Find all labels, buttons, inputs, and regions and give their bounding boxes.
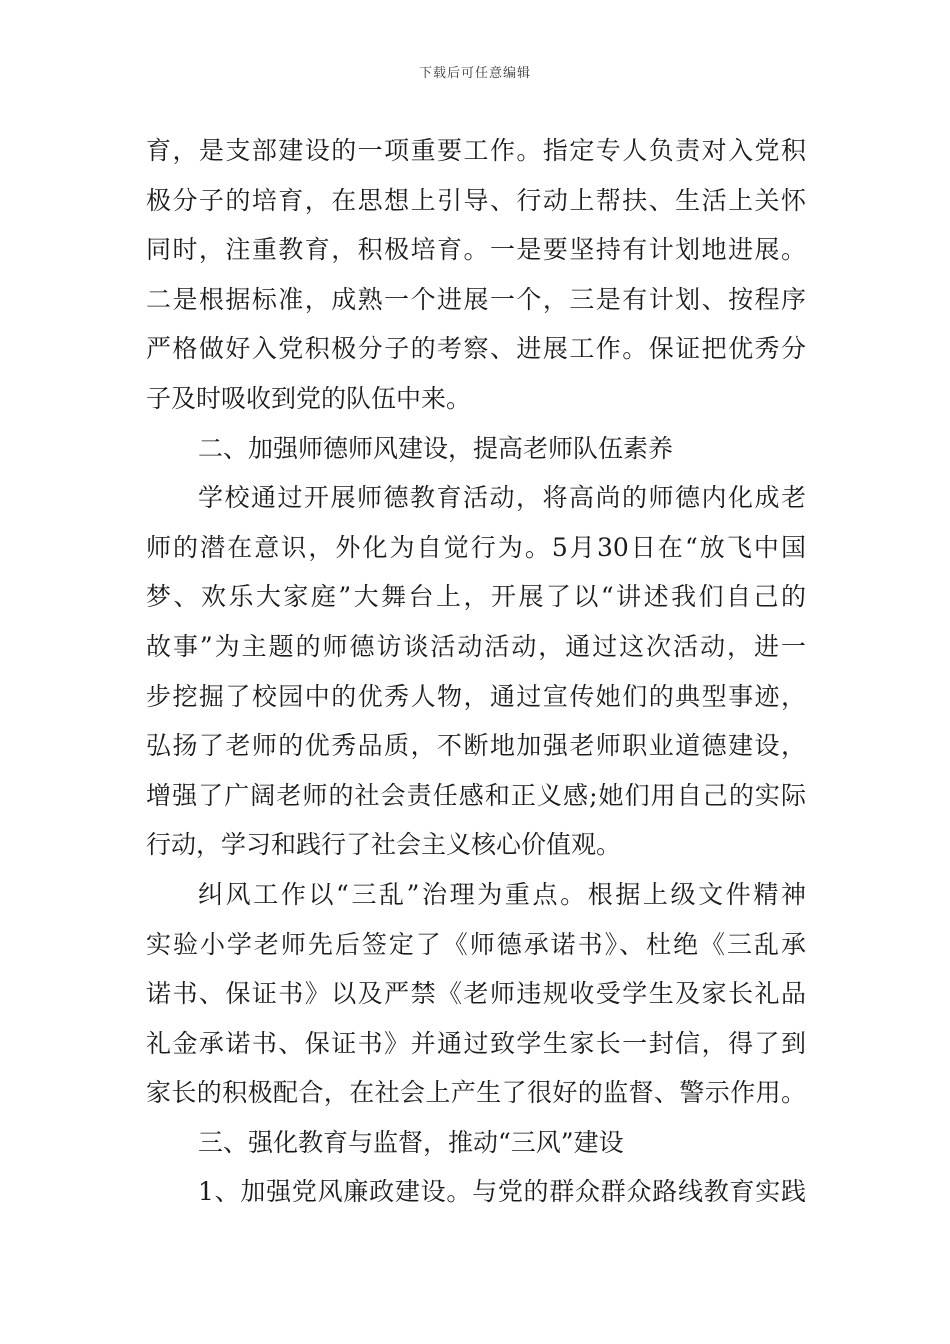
section-heading: 二、加强师德师风建设，提高老师队伍素养 [198, 433, 674, 463]
paragraph-line: 极分子的培育，在思想上引导、行动上帮扶、生活上关怀 [146, 185, 806, 215]
paragraph-line: 礼金承诺书、保证书》并通过致学生家长一封信，得了到 [146, 1028, 806, 1058]
paragraph-line: 家长的积极配合，在社会上产生了很好的监督、警示作用。 [146, 1078, 806, 1108]
paragraph-line: 师的潜在意识，外化为自觉行为。5月30日在“放飞中国 [146, 532, 806, 562]
paragraph-line: 1、加强党风廉政建设。与党的群众群众路线教育实践 [198, 1177, 806, 1207]
paragraph-line: 故事”为主题的师德访谈活动活动，通过这次活动，进一 [146, 631, 806, 661]
paragraph-line: 纠风工作以“三乱”治理为重点。根据上级文件精神 [198, 879, 806, 909]
paragraph-line: 梦、欢乐大家庭”大舞台上，开展了以“讲述我们自己的 [146, 582, 806, 612]
paragraph-line: 诺书、保证书》以及严禁《老师违规收受学生及家长礼品 [146, 979, 806, 1009]
paragraph-line: 二是根据标准，成熟一个进展一个，三是有计划、按程序 [146, 284, 806, 314]
paragraph-line: 实验小学老师先后签定了《师德承诺书》、杜绝《三乱承 [146, 929, 806, 959]
paragraph-line: 弘扬了老师的优秀品质，不断地加强老师职业道德建设， [146, 731, 806, 761]
paragraph-line: 步挖掘了校园中的优秀人物，通过宣传她们的典型事迹， [146, 681, 806, 711]
paragraph-line: 子及时吸收到党的队伍中来。 [146, 383, 472, 413]
paragraph-line: 严格做好入党积极分子的考察、进展工作。保证把优秀分 [146, 334, 806, 364]
section-heading: 三、强化教育与监督，推动“三风”建设 [198, 1127, 624, 1157]
paragraph-line: 增强了广阔老师的社会责任感和正义感;她们用自己的实际 [146, 780, 806, 810]
paragraph-line: 行动，学习和践行了社会主义核心价值观。 [146, 830, 622, 860]
document-body [146, 126, 806, 1217]
page-header: 下载后可任意编辑 [418, 66, 531, 81]
paragraph-line: 同时，注重教育，积极培育。一是要坚持有计划地进展。 [146, 235, 806, 265]
paragraph-line: 育，是支部建设的一项重要工作。指定专人负责对入党积 [146, 136, 806, 165]
paragraph-line: 学校通过开展师德教育活动，将高尚的师德内化成老 [198, 483, 806, 513]
